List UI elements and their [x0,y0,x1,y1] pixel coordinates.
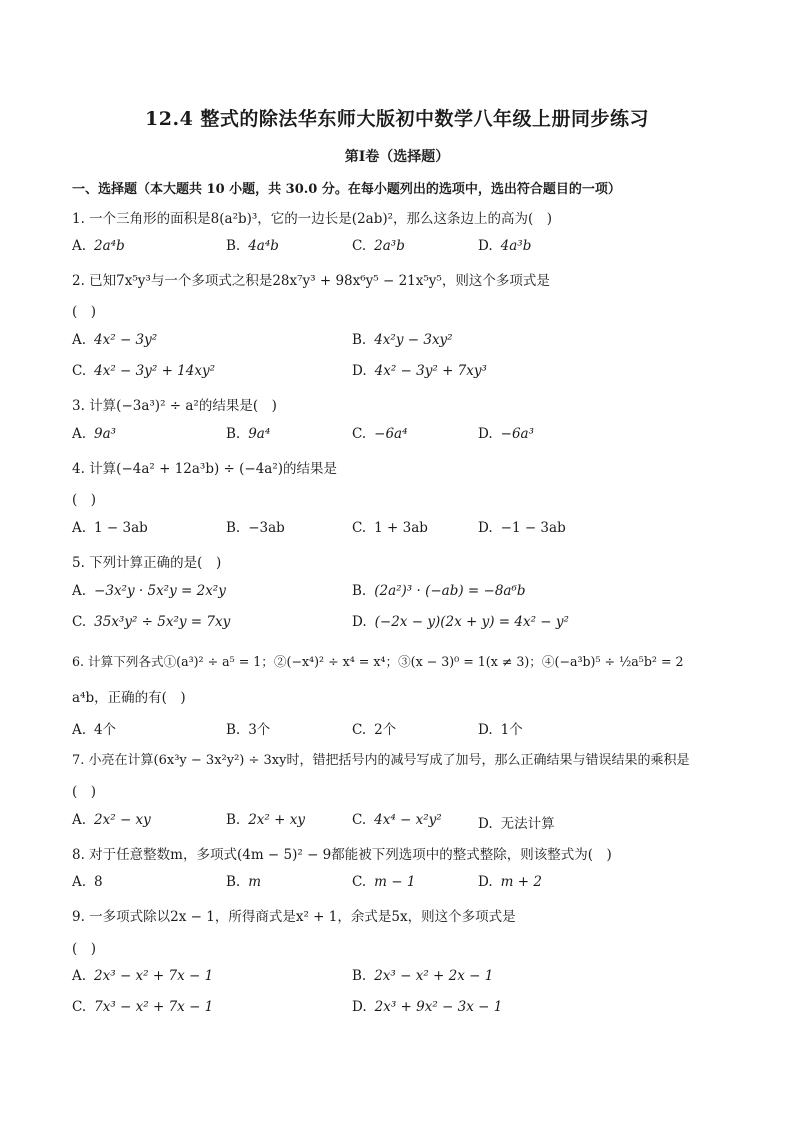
option-key: C. [352,722,367,738]
question-2-stem: 2. 已知7x⁵y³与一个多项式之积是28x⁷y³ + 98x⁶y⁵ − 21x⁵y⁵，则这个多项式是 [72,273,550,289]
option-text: m [248,874,262,890]
question-1-option-b [226,238,279,254]
question-2-option-c [72,363,215,379]
question-7-option-a [72,812,151,828]
question-6-stem-continued: a⁴b，正确的有( ) [72,690,186,706]
option-text: 3个 [248,722,271,738]
option-text: 无法计算 [500,816,555,832]
option-key: A. [72,520,87,536]
option-key: B. [226,426,241,442]
option-text: 35x³y² ÷ 5x²y = 7xy [94,614,231,630]
option-text: 4x² − 3y² [94,332,158,348]
option-key: D. [478,426,493,442]
question-7-option-c [352,812,442,828]
option-text: 9a³ [94,426,117,442]
option-text: −6a³ [500,426,535,442]
question-4-option-a [72,520,148,536]
option-key: C. [352,874,367,890]
volume-subtitle: 第Ⅰ卷（选择题） [344,149,450,165]
option-key: A. [72,332,87,348]
option-text: 2x² − xy [94,812,151,828]
option-text: 1个 [500,722,523,738]
question-7-stem: 7. 小亮在计算(6x³y − 3x²y²) ÷ 3xy时，错把括号内的减号写成了加号，那么正确结果与错误结果的乘积是 [72,753,690,768]
option-text: 4a³b [500,238,532,254]
option-key: D. [478,874,493,890]
section-heading: 一、选择题（本大题共 10 小题，共 30.0 分。在每小题列出的选项中，选出符合题目的一项） [72,182,621,197]
question-1-stem: 1. 一个三角形的面积是8(a²b)³，它的一边长是(2ab)²，那么这条边上的高为( ) [72,211,553,227]
option-text: −1 − 3ab [500,520,566,536]
option-text: m + 2 [500,874,542,890]
question-6-option-c [352,718,396,738]
question-4-option-d [478,520,566,536]
option-text: m − 1 [374,874,416,890]
question-9-option-b [352,968,493,984]
option-key: A. [72,812,87,828]
question-9-stem-bracket: ( ) [72,941,97,957]
question-2-option-b [352,332,453,348]
option-text: 1 + 3ab [374,520,428,536]
option-key: B. [352,332,367,348]
option-text: 4a⁴b [248,238,279,254]
option-text: 7x³ − x² + 7x − 1 [94,999,214,1015]
option-key: B. [226,874,241,890]
question-7-stem-bracket: ( ) [72,784,97,800]
question-8-option-a [72,874,103,890]
option-text: 4个 [94,722,117,738]
option-text: 2x³ + 9x² − 3x − 1 [374,999,503,1015]
option-text: 9a⁴ [248,426,271,442]
option-key: C. [72,614,87,630]
option-text: 4x⁴ − x²y² [374,812,442,828]
question-8-stem: 8. 对于任意整数m，多项式(4m − 5)² − 9都能被下列选项中的整式整除，则该整式为( ) [72,847,612,863]
question-5-option-b [352,583,526,599]
option-key: B. [352,968,367,984]
option-text: 2a⁴b [94,238,125,254]
option-key: A. [72,874,87,890]
option-key: A. [72,583,87,599]
option-text: 2x² + xy [248,812,305,828]
question-2-option-d [352,363,487,379]
option-text: 2个 [374,722,397,738]
question-4-option-b [226,520,285,536]
question-5-option-c [72,614,230,630]
option-text: 8 [94,874,103,890]
question-8-option-c [352,874,415,890]
question-5-option-a [72,583,226,599]
question-4-stem: 4. 计算(−4a² + 12a³b) ÷ (−4a²)的结果是 [72,461,338,477]
question-3-stem: 3. 计算(−3a³)² ÷ a²的结果是( ) [72,398,277,414]
question-2-option-a [72,332,157,348]
option-key: B. [226,520,241,536]
question-3-option-c [352,426,408,442]
option-text: 4x² − 3y² + 14xy² [94,363,216,379]
option-text: 2x³ − x² + 2x − 1 [374,968,494,984]
option-key: C. [352,520,367,536]
option-text: −6a⁴ [374,426,408,442]
option-text: 2x³ − x² + 7x − 1 [94,968,214,984]
page-title: 12.4 整式的除法华东师大版初中数学八年级上册同步练习 [145,108,649,130]
question-9-option-d [352,999,502,1015]
option-key: C. [352,426,367,442]
question-7-option-b [226,812,305,828]
option-key: A. [72,426,87,442]
question-9-option-a [72,968,213,984]
question-7-option-d [478,812,555,832]
option-text: 2a³b [374,238,405,254]
question-6-stem: 6. 计算下列各式①(a³)² ÷ a⁵ = 1；②(−x⁴)² ÷ x⁴ = x⁴；③(x − 3)⁰ = 1(x ≠ 3)；④(−a³b)⁵ ÷ ½a⁵b² = 2 [72,654,684,669]
question-3-option-d [478,426,534,442]
question-2-stem-bracket: ( ) [72,304,97,320]
option-key: B. [352,583,367,599]
option-key: B. [226,722,241,738]
question-8-option-d [478,874,542,890]
question-8-option-b [226,874,261,890]
option-key: C. [352,812,367,828]
question-1-option-c [352,238,405,254]
option-key: D. [478,816,493,832]
option-text: −3x²y · 5x²y = 2x²y [94,583,226,599]
question-1-option-d [478,238,531,254]
question-4-stem-bracket: ( ) [72,492,97,508]
option-key: B. [226,238,241,254]
option-key: D. [478,520,493,536]
option-key: A. [72,722,87,738]
option-key: C. [72,363,87,379]
question-3-option-a [72,426,116,442]
question-1-option-a [72,238,125,254]
option-key: A. [72,238,87,254]
question-9-stem: 9. 一多项式除以2x − 1，所得商式是x² + 1，余式是5x，则这个多项式是 [72,909,516,925]
question-6-option-a [72,718,116,738]
question-5-option-d [352,614,569,630]
option-key: D. [478,722,493,738]
question-6-option-b [226,718,270,738]
option-key: A. [72,968,87,984]
option-key: D. [352,614,367,630]
option-text: (−2x − y)(2x + y) = 4x² − y² [374,614,569,630]
option-text: 4x²y − 3xy² [374,332,453,348]
question-4-option-c [352,520,428,536]
option-text: (2a²)³ · (−ab) = −8a⁶b [374,583,526,599]
question-9-option-c [72,999,213,1015]
option-key: D. [352,363,367,379]
option-text: 4x² − 3y² + 7xy³ [374,363,487,379]
question-6-option-d [478,718,523,738]
option-text: −3ab [248,520,285,536]
option-key: D. [352,999,367,1015]
question-3-option-b [226,426,270,442]
option-key: D. [478,238,493,254]
option-key: C. [352,238,367,254]
option-key: B. [226,812,241,828]
option-key: C. [72,999,87,1015]
option-text: 1 − 3ab [94,520,148,536]
question-5-stem: 5. 下列计算正确的是( ) [72,555,222,571]
